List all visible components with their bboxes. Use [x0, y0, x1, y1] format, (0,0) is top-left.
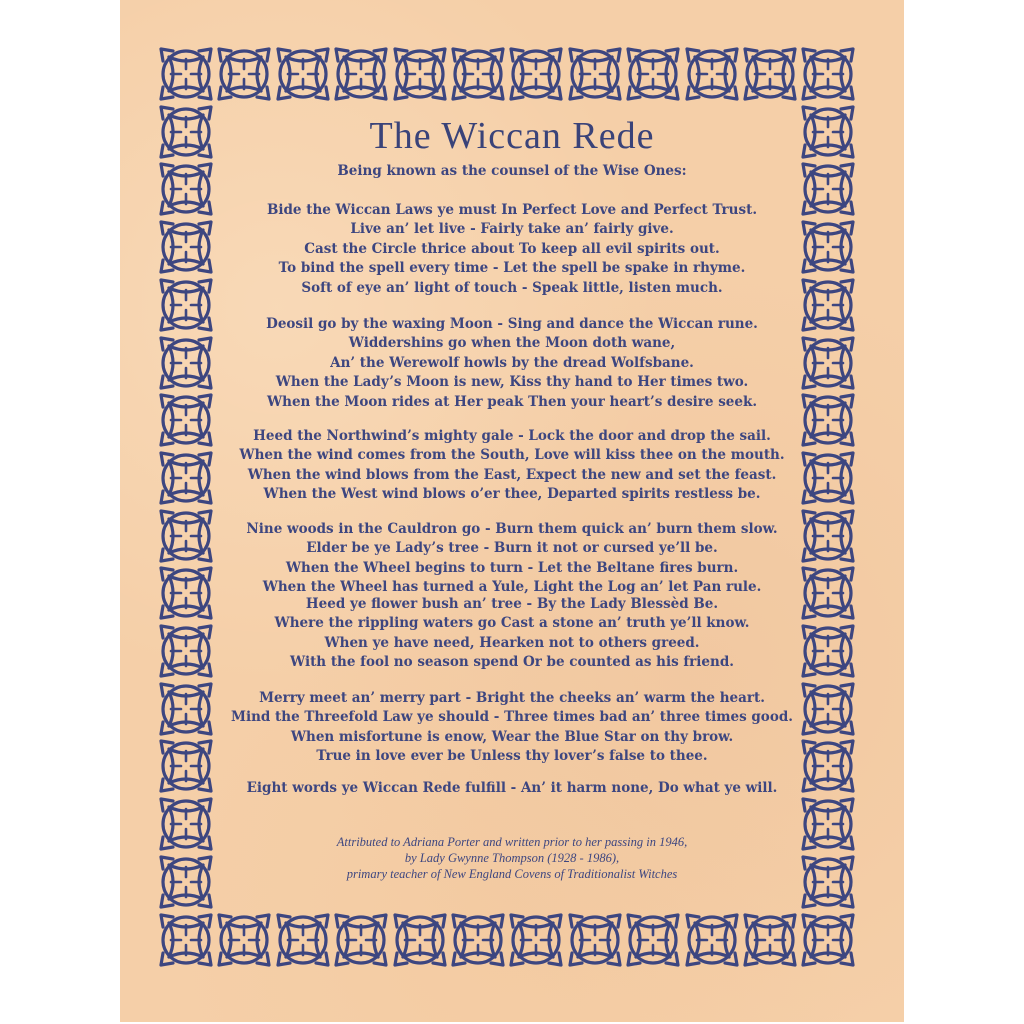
verse-line: Bide the Wiccan Laws ye must In Perfect Love and Perfect Trust.	[266, 202, 758, 218]
subtitle: Being known as the counsel of the Wise Ones:	[337, 163, 687, 179]
verse-line: When the Moon rides at Her peak Then your heart’s desire seek.	[266, 393, 758, 410]
verse-line: When the West wind blows o’er thee, Departed spirits restless be.	[263, 486, 761, 503]
verse-line: When the wind comes from the South, Love will kiss thee on the mouth.	[239, 447, 785, 464]
verse-line: Mind the Threefold Law ye should - Three times bad an’ three times good.	[231, 709, 793, 726]
verse-line: Elder be ye Lady’s tree - Burn it not or cursed ye’ll be.	[306, 540, 718, 557]
verse-line: When the wind blows from the East, Expect the new and set the feast.	[247, 466, 777, 483]
verse-line: Where the rippling waters go Cast a stone an’ truth ye’ll know.	[274, 615, 750, 632]
stanza-5	[120, 595, 904, 673]
verse-line: When the Lady’s Moon is new, Kiss thy hand to Her times two.	[275, 374, 749, 391]
verse-line: When misfortune is enow, Wear the Blue Star on thy brow.	[290, 728, 734, 745]
verse-line: Nine woods in the Cauldron go - Burn them quick an’ burn them slow.	[246, 521, 778, 537]
verse-line: Eight words ye Wiccan Rede fulfill - An’ it harm none, Do what ye will.	[246, 780, 778, 796]
attribution-line: primary teacher of New England Covens of Traditionalist Witches	[346, 867, 678, 881]
stanza-1	[120, 201, 904, 298]
stanza-3	[120, 427, 904, 505]
stanza-2	[120, 315, 904, 412]
verse-line: True in love ever be Unless thy lover’s false to thee.	[316, 748, 708, 765]
page-title: The Wiccan Rede	[369, 115, 655, 157]
verse-line: Live an’ let live - Fairly take an’ fairly give.	[350, 221, 674, 238]
stanza-6	[120, 689, 904, 767]
verse-line: When the Wheel has turned a Yule, Light the Log an’ let Pan rule.	[262, 579, 762, 596]
stanza-4	[120, 520, 904, 598]
verse-line: Heed the Northwind’s mighty gale - Lock the door and drop the sail.	[253, 428, 771, 444]
attribution	[120, 834, 904, 882]
verse-line: Cast the Circle thrice about To keep all evil spirits out.	[304, 240, 720, 257]
verse-line: To bind the spell every time - Let the spell be spake in rhyme.	[278, 260, 746, 277]
verse-line: When ye have need, Hearken not to others greed.	[324, 634, 700, 651]
verse-line: With the fool no season spend Or be counted as his friend.	[290, 654, 734, 671]
verse-line: An’ the Werewolf howls by the dread Wolfsbane.	[330, 354, 694, 371]
rede-content	[120, 0, 904, 1022]
verse-line: Soft of eye an’ light of touch - Speak little, listen much.	[301, 279, 723, 296]
attribution-line: by Lady Gwynne Thompson (1928 - 1986),	[404, 851, 620, 865]
stanza-final	[120, 779, 904, 798]
verse-line: Merry meet an’ merry part - Bright the cheeks an’ warm the heart.	[259, 690, 765, 706]
verse-line: Deosil go by the waxing Moon - Sing and dance the Wiccan rune.	[266, 316, 758, 332]
attribution-line: Attributed to Adriana Porter and written prior to her passing in 1946,	[336, 835, 688, 849]
verse-line: Widdershins go when the Moon doth wane,	[348, 335, 676, 352]
verse-line: When the Wheel begins to turn - Let the Beltane fires burn.	[285, 559, 739, 576]
verse-line: Heed ye flower bush an’ tree - By the Lady Blessèd Be.	[305, 596, 719, 612]
parchment-page	[120, 0, 904, 1022]
